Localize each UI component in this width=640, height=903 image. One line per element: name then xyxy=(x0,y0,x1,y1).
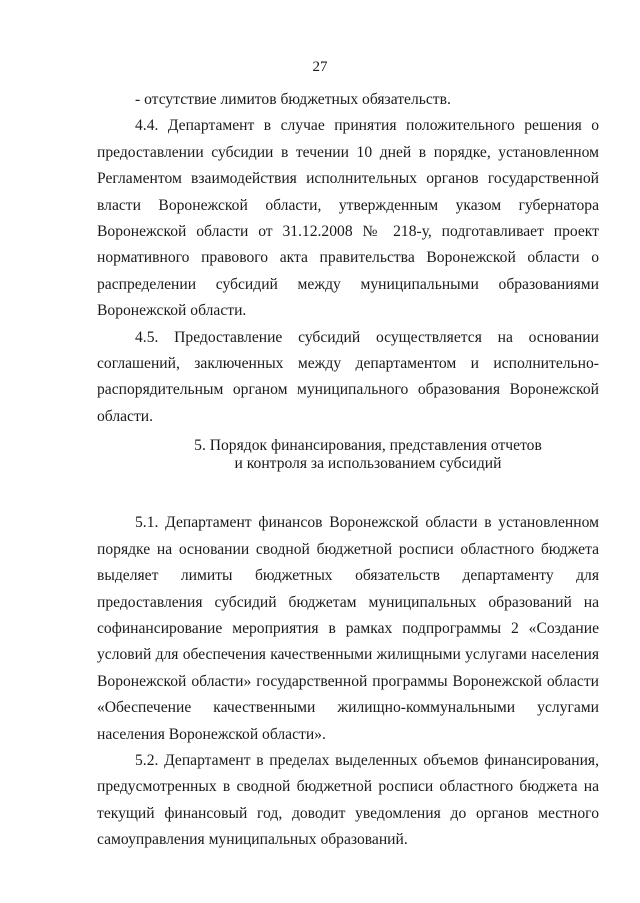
paragraph-5-2: 5.2. Департамент в пределах выделенных объемов финансирования, предусмотренных в сводной бюджетной росписи областного бюджета на текущий финансовый год, доводит уведомления до органов местного самоуправления муниципальных образований. xyxy=(97,751,599,849)
paragraph-4-4: 4.4. Департамент в случае принятия положительного решения о предоставлении субсидии в течении 10 дней в порядке, установленном Регламентом взаимодействия исполнительных органов государственной власти Воронежской области, утвержденным указом губернатора Воронежской области от 31.12.2008 № 218-у, подготавливает проект нормативного правового акта правительства Воронежской области о распределении субсидий между муниципальными образованиями Воронежской области. xyxy=(97,117,599,320)
section-heading xyxy=(97,437,599,473)
document-body xyxy=(97,87,599,854)
paragraph-budget-limits: - отсутствие лимитов бюджетных обязательств. xyxy=(135,91,451,108)
section-heading-line-2: и контроля за использованием субсидий xyxy=(234,455,502,473)
section-heading-line-1: 5. Порядок финансирования, представления отчетов xyxy=(194,437,542,455)
paragraph-4-5: 4.5. Предоставление субсидий осуществляется на основании соглашений, заключенных между департаментом и исполнительно-распорядительным органом муниципального образования Воронежской области. xyxy=(97,328,599,425)
spacer xyxy=(97,473,599,510)
paragraph-5-1: 5.1. Департамент финансов Воронежской области в установленном порядке на основании сводной бюджетной росписи областного бюджета выделяет лимиты бюджетных обязательств департаменту для предоставления субсидий бюджетам муниципальных образований на софинансирование мероприятия в рамках подпрограммы 2 «Создание условий для обеспечения качественными жилищными услугами населения Воронежской области» государственной программы Воронежской области «Обеспечение качественными жилищно-коммунальными услугами населения Воронежской области». xyxy=(97,514,599,743)
page-number: 27 xyxy=(312,59,328,75)
